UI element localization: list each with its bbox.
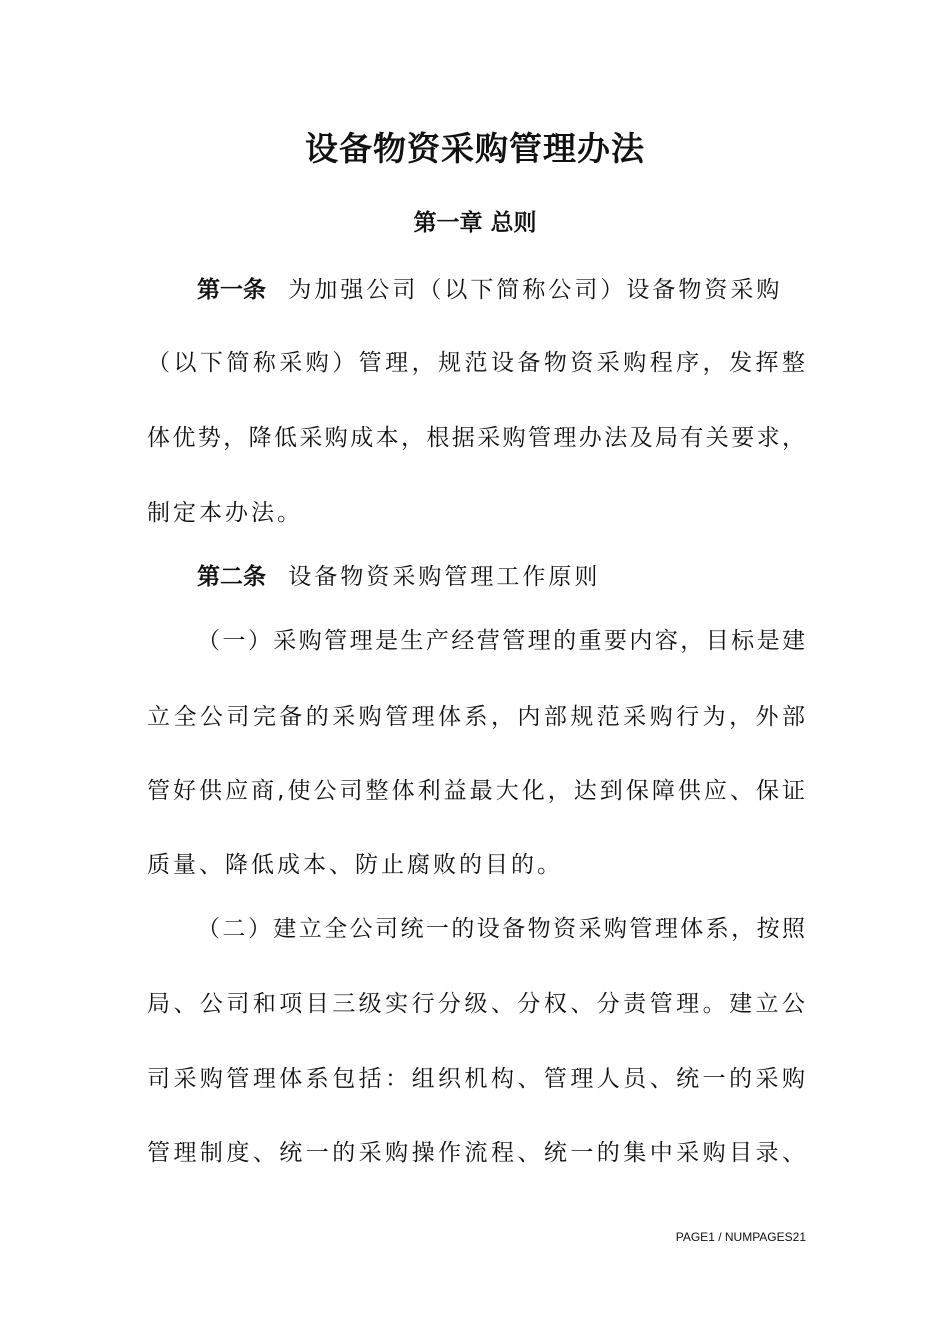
- article1-text: 为加强公司（以下简称公司）设备物资采购: [288, 277, 783, 303]
- item1-line-3: 管好供应商,使公司整体利益最大化，达到保障供应、保证: [147, 778, 805, 804]
- item1-line-1: （一）采购管理是生产经营管理的重要内容，目标是建: [197, 628, 805, 654]
- article2-label: 第二条: [197, 564, 266, 590]
- item2-line-4: 管理制度、统一的采购操作流程、统一的集中采购目录、: [147, 1140, 805, 1166]
- article1-line-4: 制定本办法。: [147, 500, 303, 526]
- article2-text: 设备物资采购管理工作原则: [288, 564, 601, 590]
- item2-line-3: 司采购管理体系包括：组织机构、管理人员、统一的采购: [147, 1066, 805, 1092]
- item2-line-2: 局、公司和项目三级实行分级、分权、分责管理。建立公: [147, 991, 805, 1017]
- article1-line-1: [197, 273, 805, 307]
- article2-line: [197, 560, 805, 594]
- item1-line-2: 立全公司完备的采购管理体系，内部规范采购行为，外部: [147, 704, 805, 730]
- article1-label: 第一条: [197, 277, 266, 303]
- item1-line-4: 质量、降低成本、防止腐败的目的。: [147, 852, 563, 878]
- document-title: 设备物资采购管理办法: [305, 129, 645, 168]
- item2-line-1: （二）建立全公司统一的设备物资采购管理体系，按照: [197, 916, 805, 942]
- article1-line-2: （以下简称采购）管理，规范设备物资采购程序，发挥整: [147, 350, 805, 376]
- page-number-footer: PAGE1 / NUMPAGES21: [675, 1230, 806, 1244]
- article1-line-3: 体优势，降低采购成本，根据采购管理办法及局有关要求，: [147, 425, 805, 451]
- chapter-heading: 第一章 总则: [413, 210, 537, 236]
